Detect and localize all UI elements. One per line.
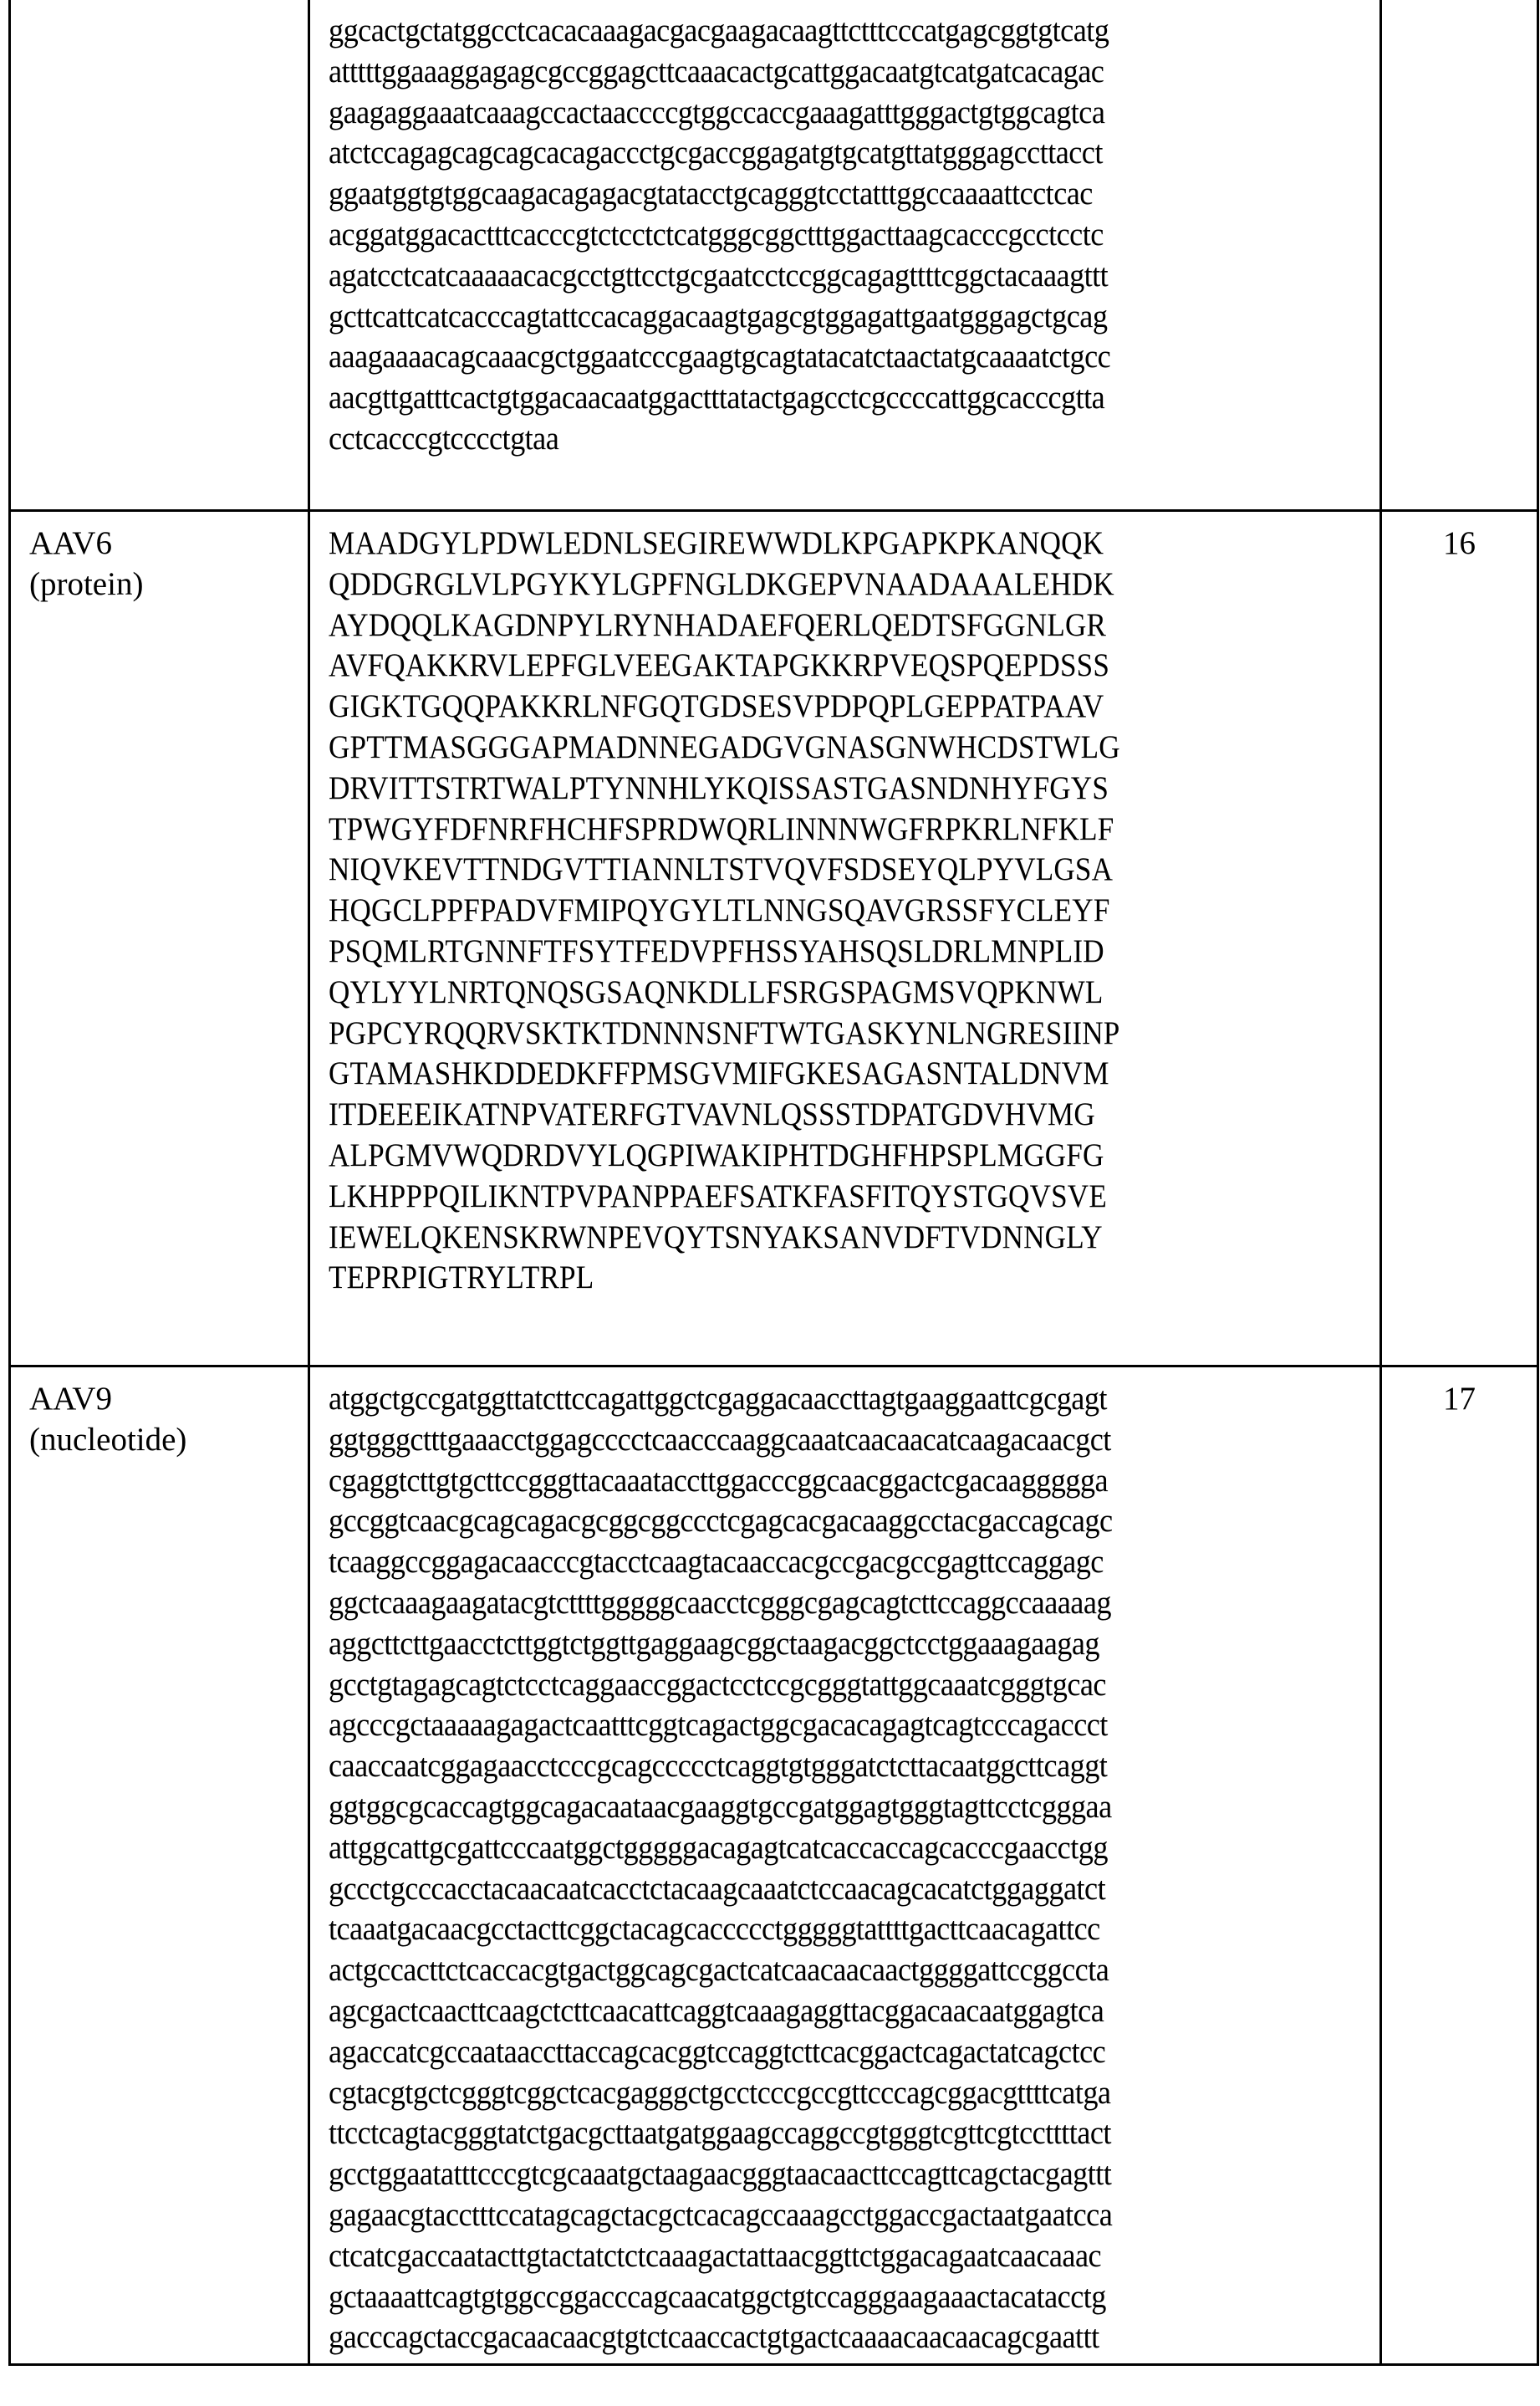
- sequence-line: ALPGMVWQDRDVYLQGPIWAKIPHTDGHFHPSPLMGGFG: [329, 1136, 1274, 1177]
- sequence-line: LKHPPPQILIKNTPVPANPPAEFSATKFASFITQYSTGQVSVE: [329, 1177, 1274, 1218]
- sequence-line: PGPCYRQQRVSKTKTDNNNSNFTWTGASKYNLNGRESIINP: [329, 1014, 1274, 1055]
- name-cell: [10, 1366, 309, 2365]
- sequence-line: cctcacccgtcccctgtaa: [329, 419, 1306, 460]
- table-row-aav9: [10, 1366, 1538, 2365]
- seq-id-cell: [1381, 0, 1538, 511]
- sequence-line: HQGCLPPFPADVFMIPQYGYLTLNNGSQAVGRSSFYCLEYF: [329, 891, 1274, 932]
- sequence-line: ggaatggtgtggcaagacagagacgtatacctgcagggtcctatttggccaaaattcctcac: [329, 174, 1306, 215]
- sequence-type: (protein): [29, 564, 308, 605]
- sequence-line: ggcactgctatggcctcacacaaagacgacgaagacaagttctttcccatgagcggtgtcatg: [329, 11, 1306, 52]
- sequence-line: actgccacttctcaccacgtgactggcagcgactcatcaacaacaactggggattccggccta: [329, 1950, 1306, 1991]
- sequence-line: gctaaaattcagtgtggccggacccagcaacatggctgtccagggaagaaactacatacctg: [329, 2277, 1306, 2318]
- sequence-line: tcaaatgacaacgcctacttcggctacagcaccccctgggggtattttgacttcaacagattcc: [329, 1909, 1306, 1950]
- sequence-line: IEWELQKENSKRWNPEVQYTSNYAKSANVDFTVDNNGLY: [329, 1218, 1274, 1259]
- sequence-line: aaagaaaacagcaaacgctggaatcccgaagtgcagtatacatctaactatgcaaaatctgcc: [329, 337, 1306, 378]
- sequence-line: NIQVKEVTTNDGVTTIANNLTSTVQVFSDSEYQLPYVLGSA: [329, 850, 1274, 891]
- sequence-line: gagaacgtacctttccatagcagctacgctcacagccaaagcctggaccgactaatgaatcca: [329, 2195, 1306, 2236]
- sequence-line: MAADGYLPDWLEDNLSEGIREWWDLKPGAPKPKANQQK: [329, 524, 1274, 564]
- sequence-line: ggctcaaagaagatacgtcttttgggggcaacctcgggcgagcagtcttccaggccaaaaag: [329, 1583, 1306, 1624]
- sequence-line: gcctgtagagcagtctcctcaggaaccggactcctccgcgggtattggcaaatcgggtgcac: [329, 1665, 1306, 1706]
- table-row-continuation: [10, 0, 1538, 511]
- sequence-cell: [309, 0, 1381, 511]
- sequence-line: AVFQAKKRVLEPFGLVEEGAKTAPGKKRPVEQSPQEPDSSS: [329, 646, 1274, 687]
- sequence-line: ggtgggctttgaaacctggagcccctcaacccaaggcaaatcaacaacatcaagacaacgct: [329, 1420, 1306, 1461]
- sequence-line: GPTTMASGGGAPMADNNEGADGVGNASGNWHCDSTWLG: [329, 728, 1274, 769]
- sequence-line: agaccatcgccaataaccttaccagcacggtccaggtcttcacggactcagactatcagctcc: [329, 2032, 1306, 2073]
- sequence-line: atggctgccgatggttatcttccagattggctcgaggacaaccttagtgaaggaattcgcgagt: [329, 1379, 1306, 1420]
- sequence-table: [8, 0, 1539, 2366]
- seq-id-cell: 17: [1381, 1366, 1538, 2365]
- sequence-line: TPWGYFDFNRFHCHFSPRDWQRLINNNWGFRPKRLNFKLF: [329, 810, 1274, 851]
- sequence-line: gccctgcccacctacaacaatcacctctacaagcaaatctccaacagcacatctggaggatct: [329, 1869, 1306, 1910]
- sequence-line: QDDGRGLVLPGYKYLGPFNGLDKGEPVNAADAAALEHDK: [329, 564, 1274, 605]
- sequence-line: AYDQQLKAGDNPYLRYNHADAEFQERLQEDTSFGGNLGR: [329, 605, 1274, 646]
- sequence-line: tcaaggccggagacaacccgtacctcaagtacaaccacgccgacgccgagttccaggagc: [329, 1542, 1306, 1583]
- sequence-type: (nucleotide): [29, 1420, 308, 1461]
- sequence-line: DRVITTSTRTWALPTYNNHLYKQISSASTGASNDNHYFGYS: [329, 769, 1274, 810]
- sequence-line: QYLYYLNRTQNQSGSAQNKDLLFSRGSPAGMSVQPKNWL: [329, 973, 1274, 1014]
- sequence-line: acggatggacactttcacccgtctcctctcatgggcggctttggacttaagcacccgcctcctc: [329, 215, 1306, 256]
- sequence-line: ggtggcgcaccagtggcagacaataacgaaggtgccgatggagtgggtagttcctcgggaa: [329, 1787, 1306, 1828]
- sequence-line: GIGKTGQQPAKKRLNFGQTGDSESVPDPQPLGEPPATPAAV: [329, 687, 1274, 728]
- sequence-line: cgtacgtgctcgggtcggctcacgagggctgcctcccgccgttcccagcggacgttttcatga: [329, 2073, 1306, 2114]
- sequence-name: AAV9: [29, 1379, 308, 1420]
- sequence-line: agcgactcaacttcaagctcttcaacattcaggtcaaagaggttacggacaacaatggagtca: [329, 1991, 1306, 2032]
- sequence-line: GTAMASHKDDEDKFFPMSGVMIFGKESAGASNTALDNVM: [329, 1054, 1274, 1095]
- sequence-line: atctccagagcagcagcacagaccctgcgaccggagatgtgcatgttatgggagccttacct: [329, 133, 1306, 174]
- sequence-line: gcttcattcatcacccagtattccacaggacaagtgagcgtggagattgaatgggagctgcag: [329, 297, 1306, 338]
- sequence-name: AAV6: [29, 524, 308, 564]
- sequence-line: gccggtcaacgcagcagacgcggcggccctcgagcacgacaaggcctacgaccagcagc: [329, 1501, 1306, 1542]
- sequence-line: gcctggaatatttcccgtcgcaaatgctaagaacgggtaacaacttccagttcagctacgagttt: [329, 2154, 1306, 2195]
- name-cell: [10, 0, 309, 511]
- sequence-line: agcccgctaaaaagagactcaatttcggtcagactggcgacacagagtcagtcccagaccct: [329, 1705, 1306, 1746]
- sequence-line: caaccaatcggagaacctcccgcagccccctcaggtgtgggatctcttacaatggcttcaggt: [329, 1746, 1306, 1787]
- sequence-cell: [309, 511, 1381, 1366]
- seq-id-cell: 16: [1381, 511, 1538, 1366]
- sequence-line: atttttggaaaggagagcgccggagcttcaaacactgcattggacaatgtcatgatcacagac: [329, 52, 1306, 93]
- sequence-line: gacccagctaccgacaacaacgtgtctcaaccactgtgactcaaaacaacaacagcgaattt: [329, 2317, 1306, 2358]
- sequence-line: TEPRPIGTRYLTRPL: [329, 1258, 1274, 1299]
- sequence-line: agatcctcatcaaaaacacgcctgttcctgcgaatcctccggcagagttttcggctacaaagttt: [329, 256, 1306, 297]
- sequence-line: cgaggtcttgtgcttccgggttacaaataccttggacccggcaacggactcgacaaggggga: [329, 1461, 1306, 1502]
- sequence-line: PSQMLRTGNNFTFSYTFEDVPFHSSYAHSQSLDRLMNPLID: [329, 932, 1274, 973]
- sequence-line: aacgttgatttcactgtggacaacaatggactttatactgagcctcgccccattggcacccgtta: [329, 378, 1306, 419]
- sequence-line: ctcatcgaccaatacttgtactatctctcaaagactattaacggttctggacagaatcaacaaac: [329, 2236, 1306, 2277]
- sequence-line: aggcttcttgaacctcttggtctggttgaggaagcggctaagacggctcctggaaagaagag: [329, 1624, 1306, 1665]
- sequence-cell: [309, 1366, 1381, 2365]
- name-cell: [10, 511, 309, 1366]
- sequence-line: ITDEEEIKATNPVATERFGTVAVNLQSSSTDPATGDVHVMG: [329, 1095, 1274, 1136]
- sequence-line: attggcattgcgattcccaatggctgggggacagagtcatcaccaccagcacccgaacctgg: [329, 1828, 1306, 1869]
- table-row-aav6: [10, 511, 1538, 1366]
- sequence-line: ttcctcagtacgggtatctgacgcttaatgatggaagccaggccgtgggtcgttcgtccttttact: [329, 2113, 1306, 2154]
- sequence-line: gaagaggaaatcaaagccactaaccccgtggccaccgaaagatttgggactgtggcagtca: [329, 93, 1306, 134]
